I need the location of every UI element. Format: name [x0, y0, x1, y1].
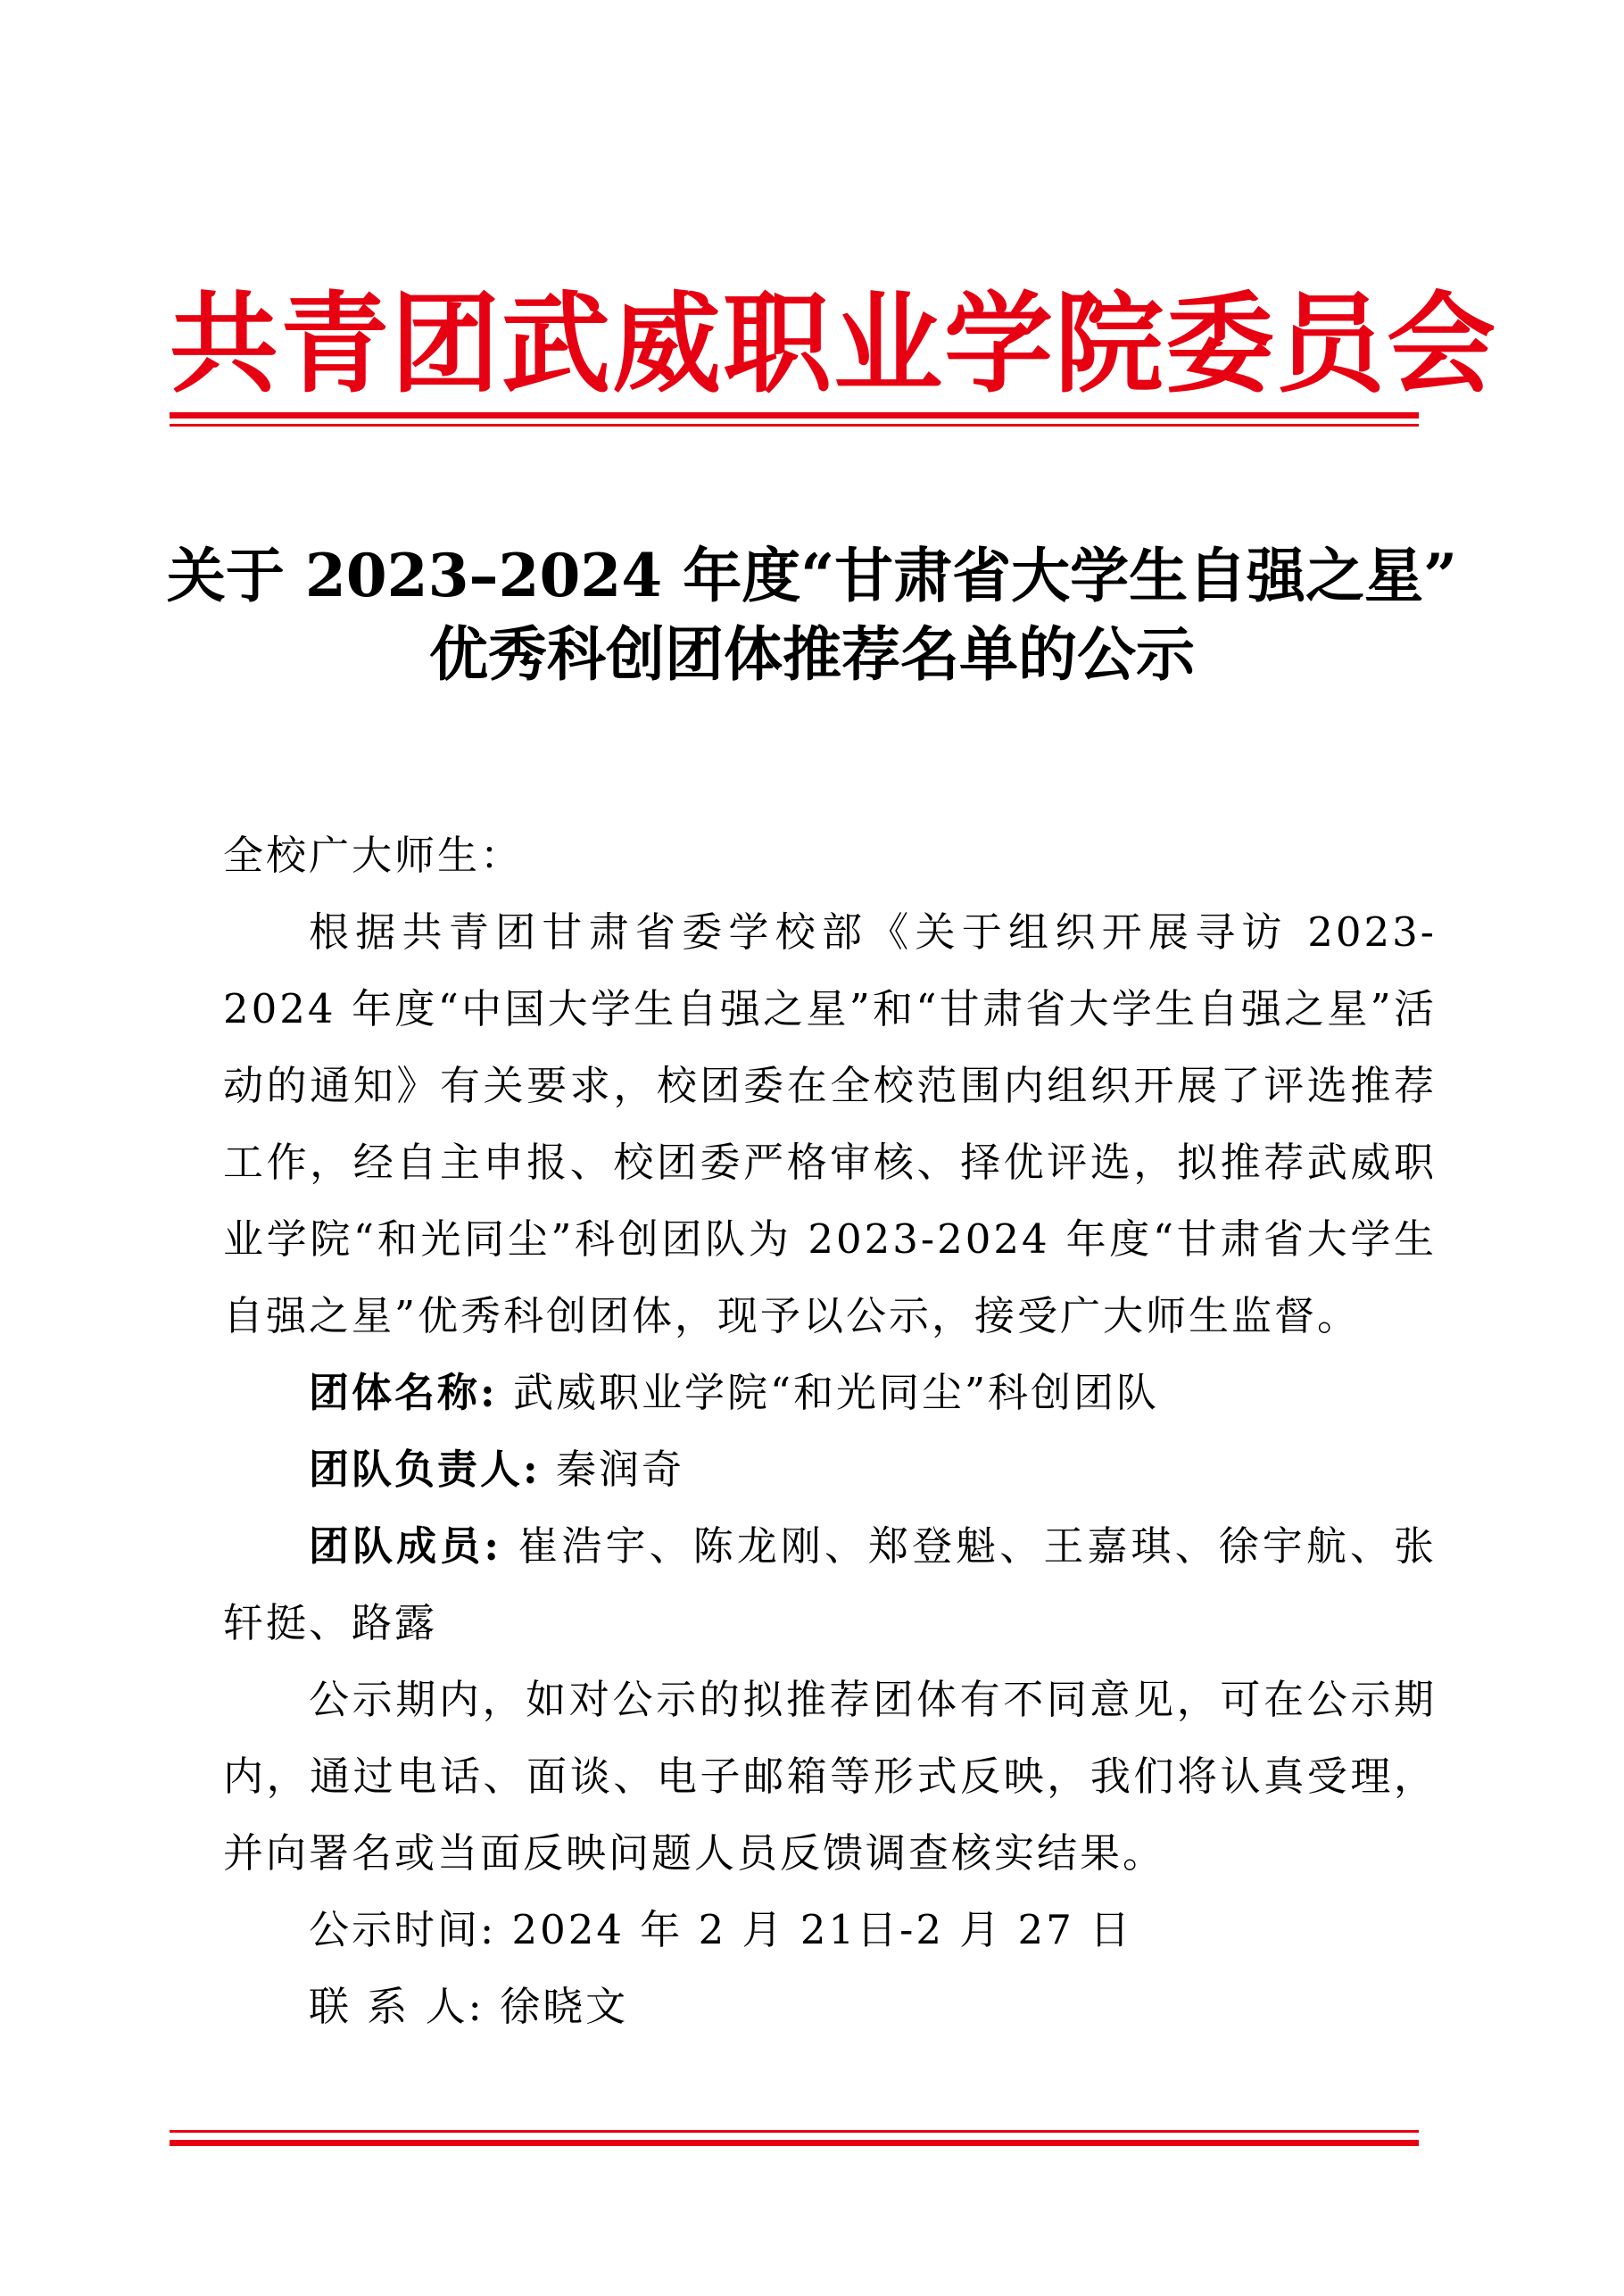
paragraph-intro: 根据共青团甘肃省委学校部《关于组织开展寻访 2023-2024 年度“中国大学生自强之星”和“甘肃省大学生自强之星”活动的通知》有关要求，校团委在全校范围内组织开展了评选推荐工作，经自主申报、校团委严格审核、择优评选，拟推荐武威职业学院“和光同尘”科创团队为 2023-2024 年度“甘肃省大学生自强之星”优秀科创团体，现予以公示，接受广大师生监督。 [223, 908, 1437, 1339]
document-title-line1: 关于 2023–2024 年度“甘肃省大学生自强之星” [166, 541, 1458, 610]
footer-rule-thick [170, 2140, 1419, 2146]
period-line [223, 1892, 1437, 1969]
members-value: 崔浩宇、陈龙刚、郑登魁、王嘉琪、徐宇航、张轩挺、路露 [223, 1522, 1437, 1646]
period-label: 公示时间: [309, 1906, 497, 1953]
leader-value: 秦润奇 [555, 1446, 684, 1493]
footer-rule-thin [170, 2130, 1419, 2133]
period-value: 2024 年 2 月 21日-2 月 27 日 [511, 1906, 1133, 1953]
masthead-rule-thin [170, 424, 1419, 427]
members-label: 团队成员: [309, 1522, 501, 1570]
contact-label: 联 系 人: [309, 1983, 485, 2030]
team-name-line [223, 1355, 1437, 1431]
salutation: 全校广大师生： [223, 832, 524, 879]
members-line [223, 1508, 1437, 1662]
leader-line [223, 1431, 1437, 1508]
leader-label: 团队负责人: [309, 1446, 541, 1493]
masthead-org-name: 共青团武威职业学院委员会 [170, 279, 1497, 408]
paragraph-feedback: 公示期内，如对公示的拟推荐团体有不同意见，可在公示期内，通过电话、面谈、电子邮箱等形式反映，我们将认真受理，并向署名或当面反映问题人员反馈调查核实结果。 [223, 1676, 1437, 1877]
document-title-line2: 优秀科创团体推荐名单的公示 [429, 619, 1195, 689]
team-name-label: 团体名称: [309, 1369, 498, 1416]
contact-line [223, 1969, 1437, 2045]
contact-value: 徐晓文 [500, 1983, 629, 2030]
team-name-value: 武威职业学院“和光同尘”科创团队 [512, 1369, 1159, 1416]
masthead-rule-thick [170, 412, 1419, 419]
